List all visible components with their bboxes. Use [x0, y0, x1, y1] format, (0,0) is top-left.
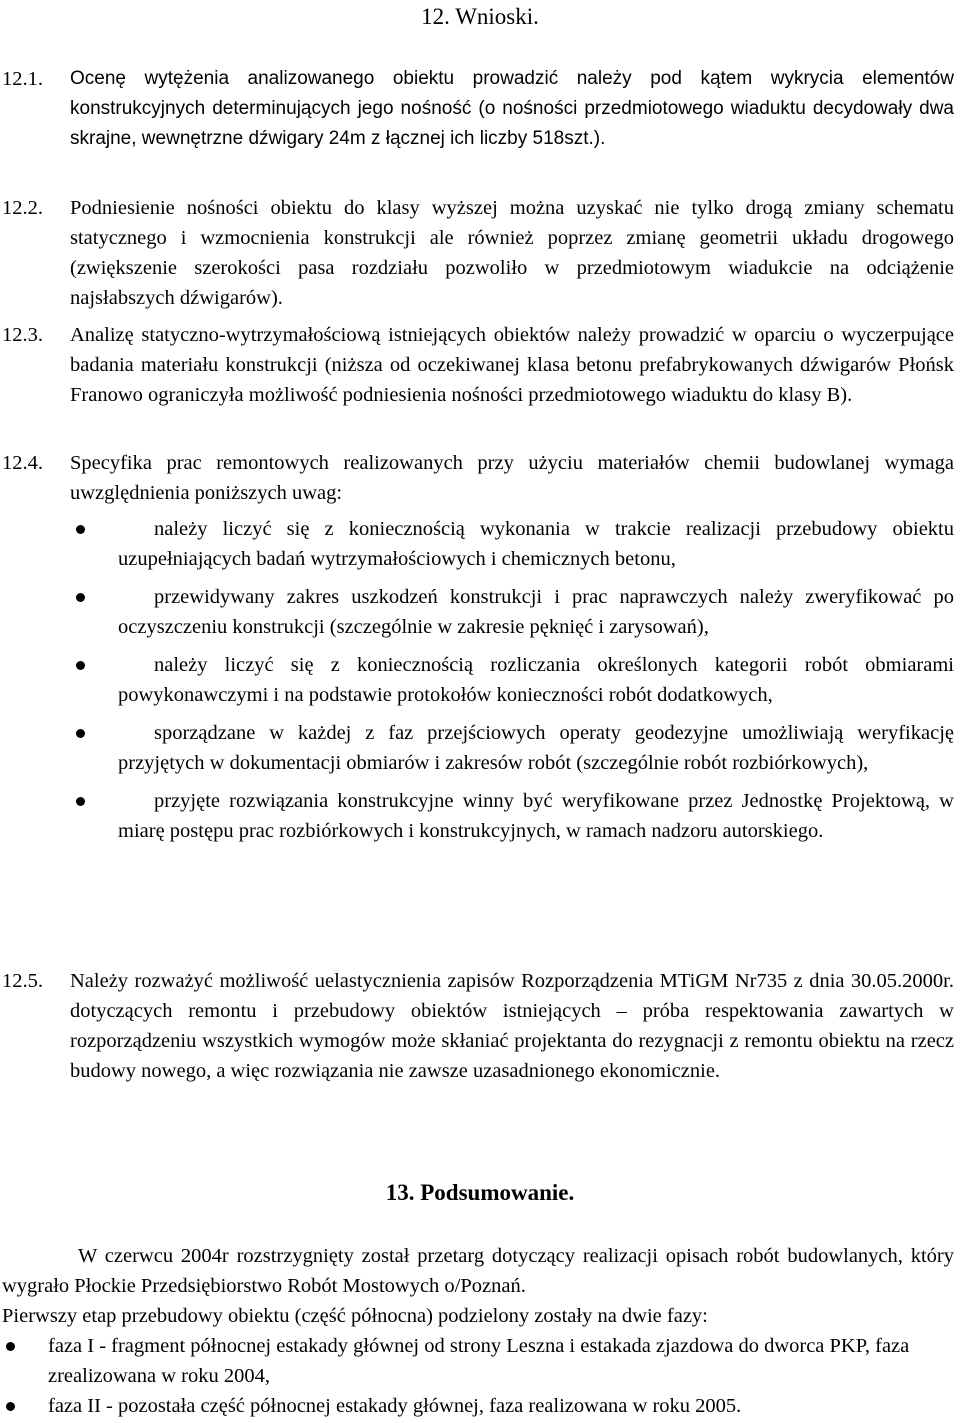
item-number: 12.2. [2, 197, 43, 219]
list-item: należy liczyć się z koniecznością wykonania w trakcie realizacji przebudowy obiektu uzupełniających badań wytrzymałościowych i chemicznych betonu, [118, 514, 954, 574]
item-text: Podniesienie nośności obiektu do klasy wyższej można uzyskać nie tylko drogą zmiany schematu statycznego i wzmocnienia konstrukcji ale również poprzez zmianę geometrii układu drogowego (zwiększenie szerokości pasa rozdziału pozwoliło w przedmiotowym wiadukcie na odciążenie najsłabszych dźwigarów). [70, 197, 954, 309]
bullet-icon [76, 661, 85, 670]
bullet-icon [76, 729, 85, 738]
list-item: przewidywany zakres uszkodzeń konstrukcji i prac naprawczych należy zweryfikować po oczyszczeniu konstrukcji (szczególnie w zakresie pęknięć i zarysowań), [118, 582, 954, 642]
item-text: Specyfika prac remontowych realizowanych przy użyciu materiałów chemii budowlanej wymaga uwzględnienia poniższych uwag: [70, 452, 954, 504]
item-12-5 [0, 966, 960, 1086]
summary-body [2, 1241, 954, 1421]
bullet-icon [6, 1402, 15, 1411]
section-12-title: 12. Wnioski. [421, 4, 539, 29]
bullet-icon [76, 593, 85, 602]
item-text: Należy rozważyć możliwość uelastycznienia zapisów Rozporządzenia MTiGM Nr735 z dnia 30.05.2000r. dotyczących remontu i przebudowy obiektów istniejących – próba respektowania zawartych w rozporządzeniu wszystkich wymogów może skłaniać projektanta do rezygnacji z remontu obiektu na rzecz budowy nowego, a więc rozwiązania nie zawsze uzasadnionego ekonomicznie. [70, 970, 954, 1082]
item-number: 12.5. [2, 970, 43, 992]
item-number: 12.3. [2, 324, 43, 346]
item-12-4 [0, 448, 960, 854]
item-12-3 [0, 320, 960, 410]
list-item: faza II - pozostała część północnej estakady głównej, faza realizowana w roku 2005. [48, 1391, 956, 1421]
list-item: przyjęte rozwiązania konstrukcyjne winny być weryfikowane przez Jednostkę Projektową, w miarę postępu prac rozbiórkowych i konstrukcyjnych, w ramach nadzoru autorskiego. [118, 786, 954, 846]
remarks-list [0, 514, 960, 846]
list-item: sporządzane w każdej z faz przejściowych operaty geodezyjne umożliwiają weryfikację przyjętych w dokumentacji obmiarów i zakresów robót (szczególnie robót rozbiórkowych), [118, 718, 954, 778]
summary-paragraph: W czerwcu 2004r rozstrzygnięty został przetarg dotyczący realizacji opisach robót budowlanych, który wygrało Płockie Przedsiębiorstwo Robót Mostowych o/Poznań. [2, 1245, 954, 1297]
item-12-2 [0, 193, 960, 313]
bullet-icon [76, 525, 85, 534]
list-item: należy liczyć się z koniecznością rozliczania określonych kategorii robót obmiarami powykonawczymi i na podstawie protokołów konieczności robót dodatkowych, [118, 650, 954, 710]
list-item: faza I - fragment północnej estakady głównej od strony Leszna i estakada zjazdowa do dworca PKP, faza zrealizowana w roku 2004, [48, 1331, 956, 1391]
item-12-1 [0, 64, 960, 154]
bullet-icon [6, 1342, 15, 1351]
item-text: Analizę statyczno-wytrzymałościową istniejących obiektów należy prowadzić w oparciu o wyczerpujące badania materiału konstrukcji (niższa od oczekiwanej klasa betonu prefabrykowanych dźwigarów Płońsk Franowo ograniczyła możliwość podniesienia nośności przedmiotowego wiaduktu do klasy B). [70, 324, 954, 406]
phases-list [2, 1331, 954, 1421]
item-number: 12.1. [2, 68, 43, 90]
item-number: 12.4. [2, 452, 43, 474]
item-text: Ocenę wytężenia analizowanego obiektu prowadzić należy pod kątem wykrycia elementów konstrukcyjnych determinujących jego nośność (o nośności przedmiotowego wiaduktu decydowały dwa skrajne, wewnętrzne dźwigary 24m z łącznej ich liczby 518szt.). [70, 68, 954, 149]
bullet-icon [76, 797, 85, 806]
summary-paragraph: Pierwszy etap przebudowy obiektu (część północna) podzielony zostały na dwie fazy: [2, 1305, 708, 1327]
section-13-title: 13. Podsumowanie. [385, 1180, 575, 1205]
